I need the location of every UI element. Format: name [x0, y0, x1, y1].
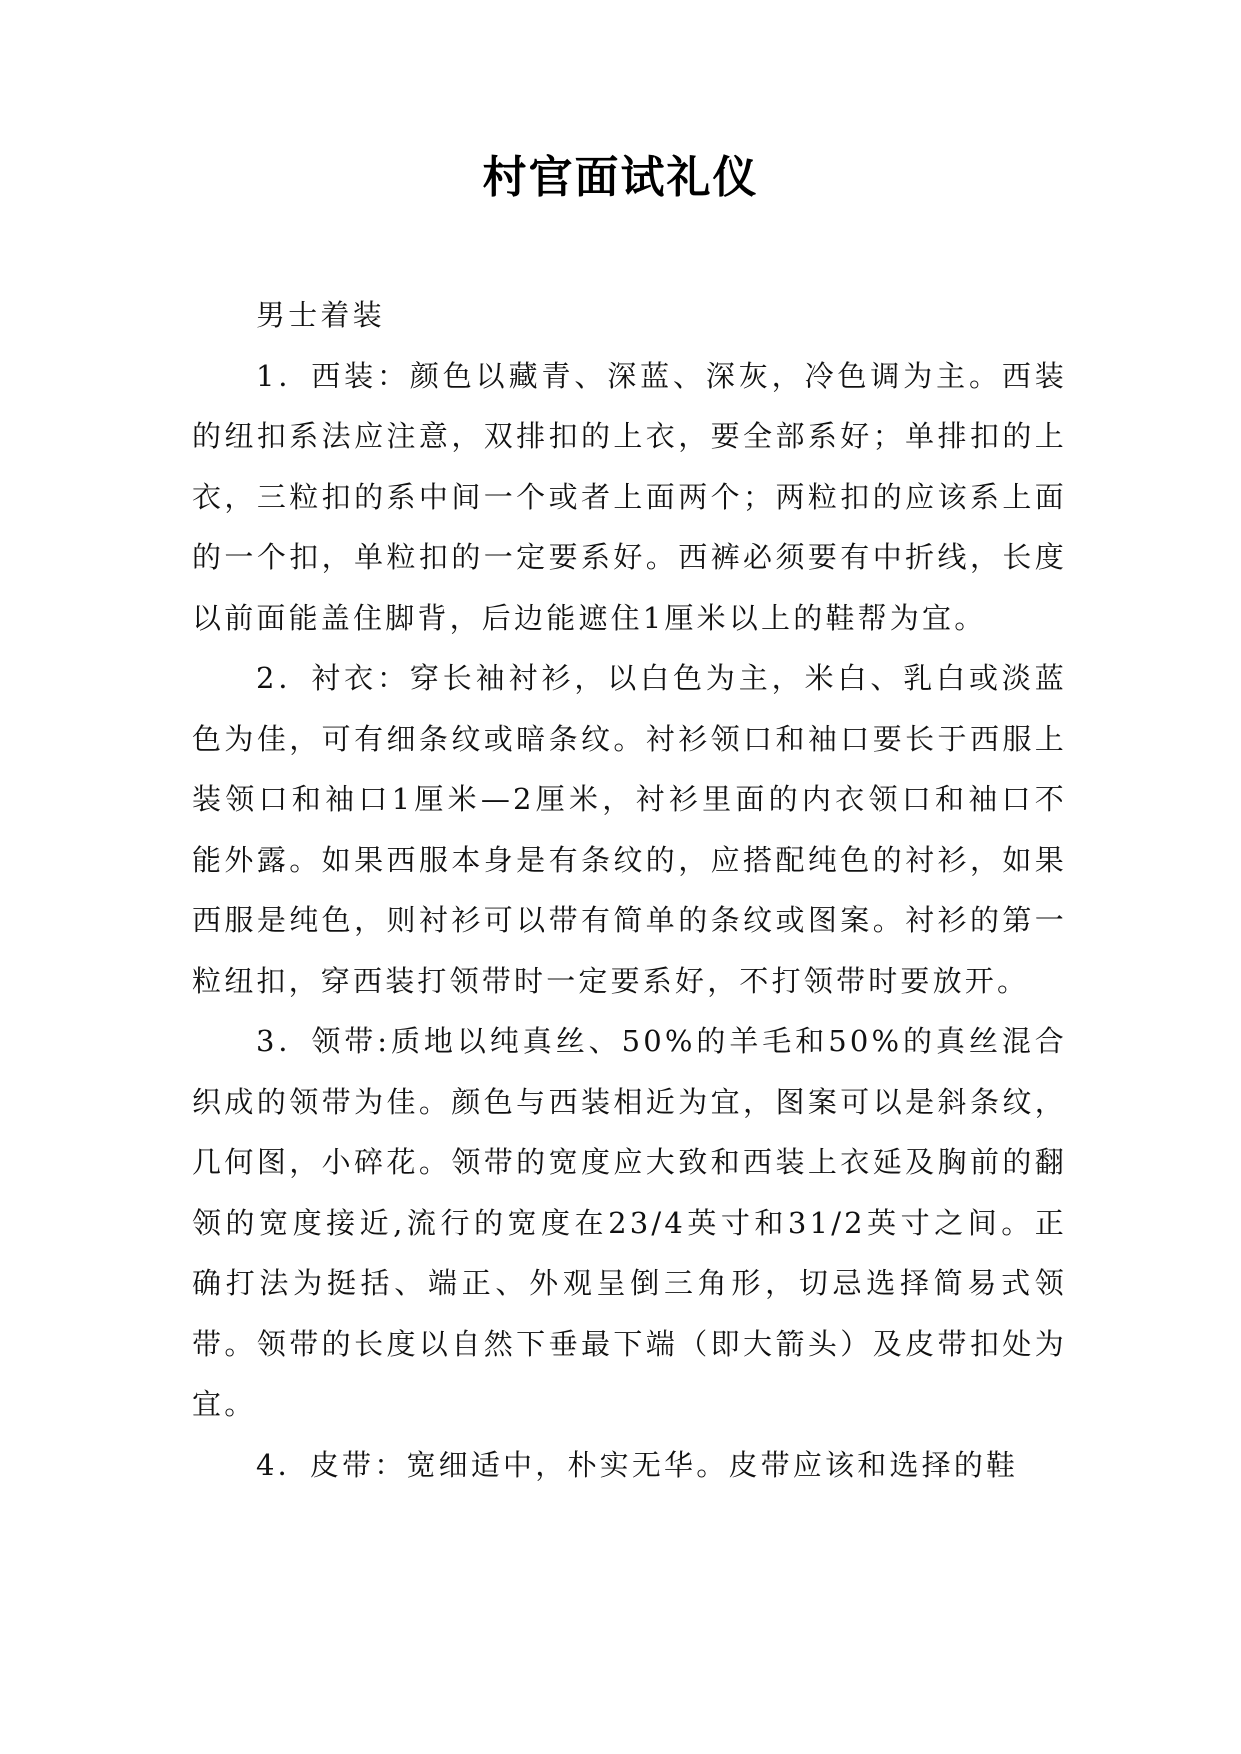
document-title: 村官面试礼仪	[482, 152, 759, 203]
paragraph-suit: 1．西装：颜色以藏青、深蓝、深灰，冷色调为主。西装的纽扣系法应注意，双排扣的上衣，要全部系好；单排扣的上衣，三粒扣的系中间一个或者上面两个；两粒扣的应该系上面的一个扣，单粒扣的一定要系好。西裤必须要有中折线，长度以前面能盖住脚背，后边能遮住1厘米以上的鞋帮为宜。	[192, 358, 1067, 635]
paragraph-belt: 4．皮带：宽细适中，朴实无华。皮带应该和选择的鞋	[256, 1447, 1019, 1482]
paragraph-shirt: 2．衬衣：穿长袖衬衫，以白色为主，米白、乳白或淡蓝色为佳，可有细条纹或暗条纹。衬衫领口和袖口要长于西服上装领口和袖口1厘米—2厘米，衬衫里面的内衣领口和袖口不能外露。如果西服本身是有条纹的，应搭配纯色的衬衫，如果西服是纯色，则衬衫可以带有简单的条纹或图案。衬衫的第一粒纽扣，穿西装打领带时一定要系好，不打领带时要放开。	[192, 661, 1067, 998]
section-heading: 男士着装	[256, 298, 385, 332]
paragraph-tie: 3．领带:质地以纯真丝、50%的羊毛和50%的真丝混合织成的领带为佳。颜色与西装相近为宜，图案可以是斜条纹，几何图，小碎花。领带的宽度应大致和西装上衣延及胸前的翻领的宽度接近,流行的宽度在23/4英寸和31/2英寸之间。正确打法为挺括、端正、外观呈倒三角形，切忌选择简易式领带。领带的长度以自然下垂最下端（即大箭头）及皮带扣处为宜。	[192, 1024, 1067, 1421]
document-body	[192, 285, 1067, 1495]
